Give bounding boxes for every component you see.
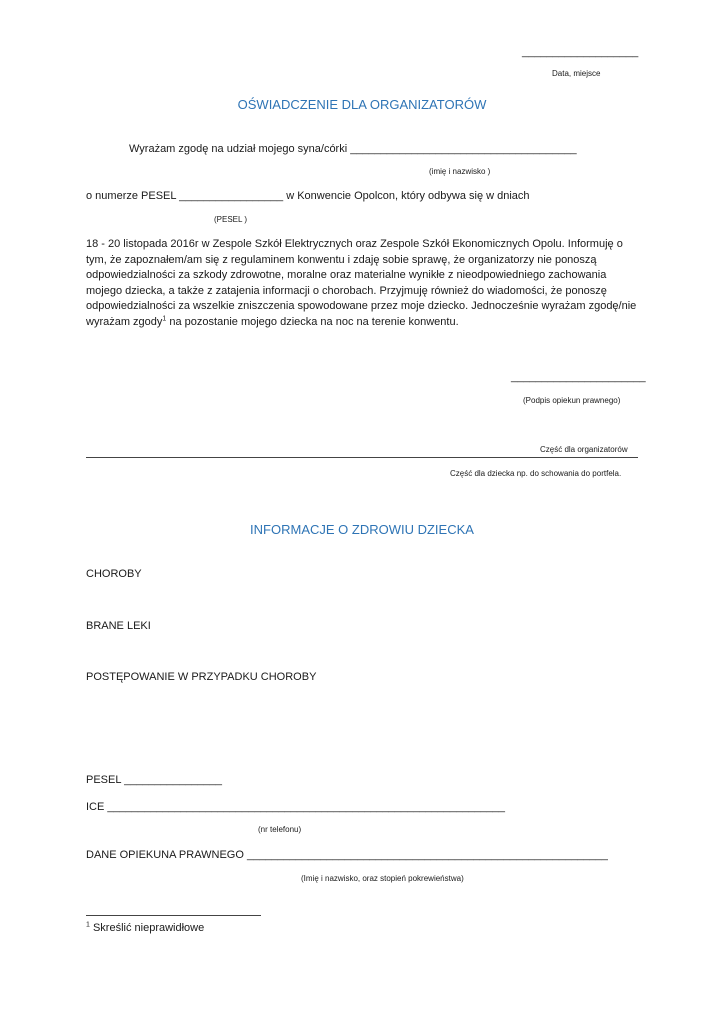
footnote-reference: 1 — [162, 314, 167, 322]
medicines-label: BRANE LEKI — [86, 620, 151, 632]
procedure-label: POSTĘPOWANIE W PRZYPADKU CHOROBY — [86, 671, 317, 683]
paragraph-main: 18 - 20 listopada 2016r w Zespole Szkół Elektrycznych oraz Zespole Szkół Ekonomicznych Opolu. Informuję o tym, że zapoznałem/am się z regulaminem konwentu i zdaję sobie sprawę, że organizatorzy nie ponoszą odpowiedzialności za szkody zdrowotne, moralne oraz materialne wynikłe z nieodpowiedniego zachowania mojego dziecka, a także z zatajenia informacji o chorobach. Przyjmuję również do wiadomości, że ponoszę odpowiedzialności za wszelkie zniszczenia spowodowane przez moje dziecko. Jednocześnie wyrażam zgodę/nie wyrażam zgody — [86, 238, 637, 328]
name-hint: (imię i nazwisko ) — [429, 167, 491, 176]
phone-hint: (nr telefonu) — [258, 825, 302, 834]
footnote-text: Skreślić nieprawidłowe — [89, 922, 205, 934]
child-pesel-line: PESEL ________________ — [86, 774, 222, 786]
signature-label: (Podpis opiekun prawnego) — [523, 396, 621, 405]
ice-line: ICE _________________________________________________________________ — [86, 801, 506, 813]
pesel-line: o numerze PESEL _________________ w Konwencie Opolcon, który odbywa się w dniach — [86, 190, 530, 202]
organizer-title: OŚWIADCZENIE DLA ORGANIZATORÓW — [237, 97, 487, 112]
cut-line — [86, 457, 638, 458]
footnote — [86, 922, 204, 934]
consent-line: Wyrażam zgodę na udział mojego syna/córki _____________________________________ — [129, 143, 577, 155]
health-title: INFORMACJE O ZDROWIU DZIECKA — [250, 522, 474, 537]
guardian-line: DANE OPIEKUNA PRAWNEGO ___________________________________________________________ — [86, 849, 608, 861]
diseases-label: CHOROBY — [86, 568, 142, 580]
guardian-hint: (Imię i nazwisko, oraz stopień pokrewieństwa) — [301, 874, 464, 883]
organizer-part-label: Część dla organizatorów — [540, 445, 628, 454]
child-part-label: Część dla dziecka np. do schowania do portfela. — [450, 469, 622, 478]
footnote-separator — [86, 915, 261, 916]
signature-line: ______________________ — [511, 371, 646, 383]
paragraph-end: na pozostanie mojego dziecka na noc na terenie konwentu. — [166, 315, 459, 328]
pesel-hint: (PESEL ) — [214, 215, 248, 224]
consent-paragraph — [86, 237, 642, 330]
date-label: Data, miejsce — [552, 69, 601, 78]
footnote-mark: 1 — [86, 921, 90, 929]
date-line: ___________________ — [522, 46, 639, 58]
